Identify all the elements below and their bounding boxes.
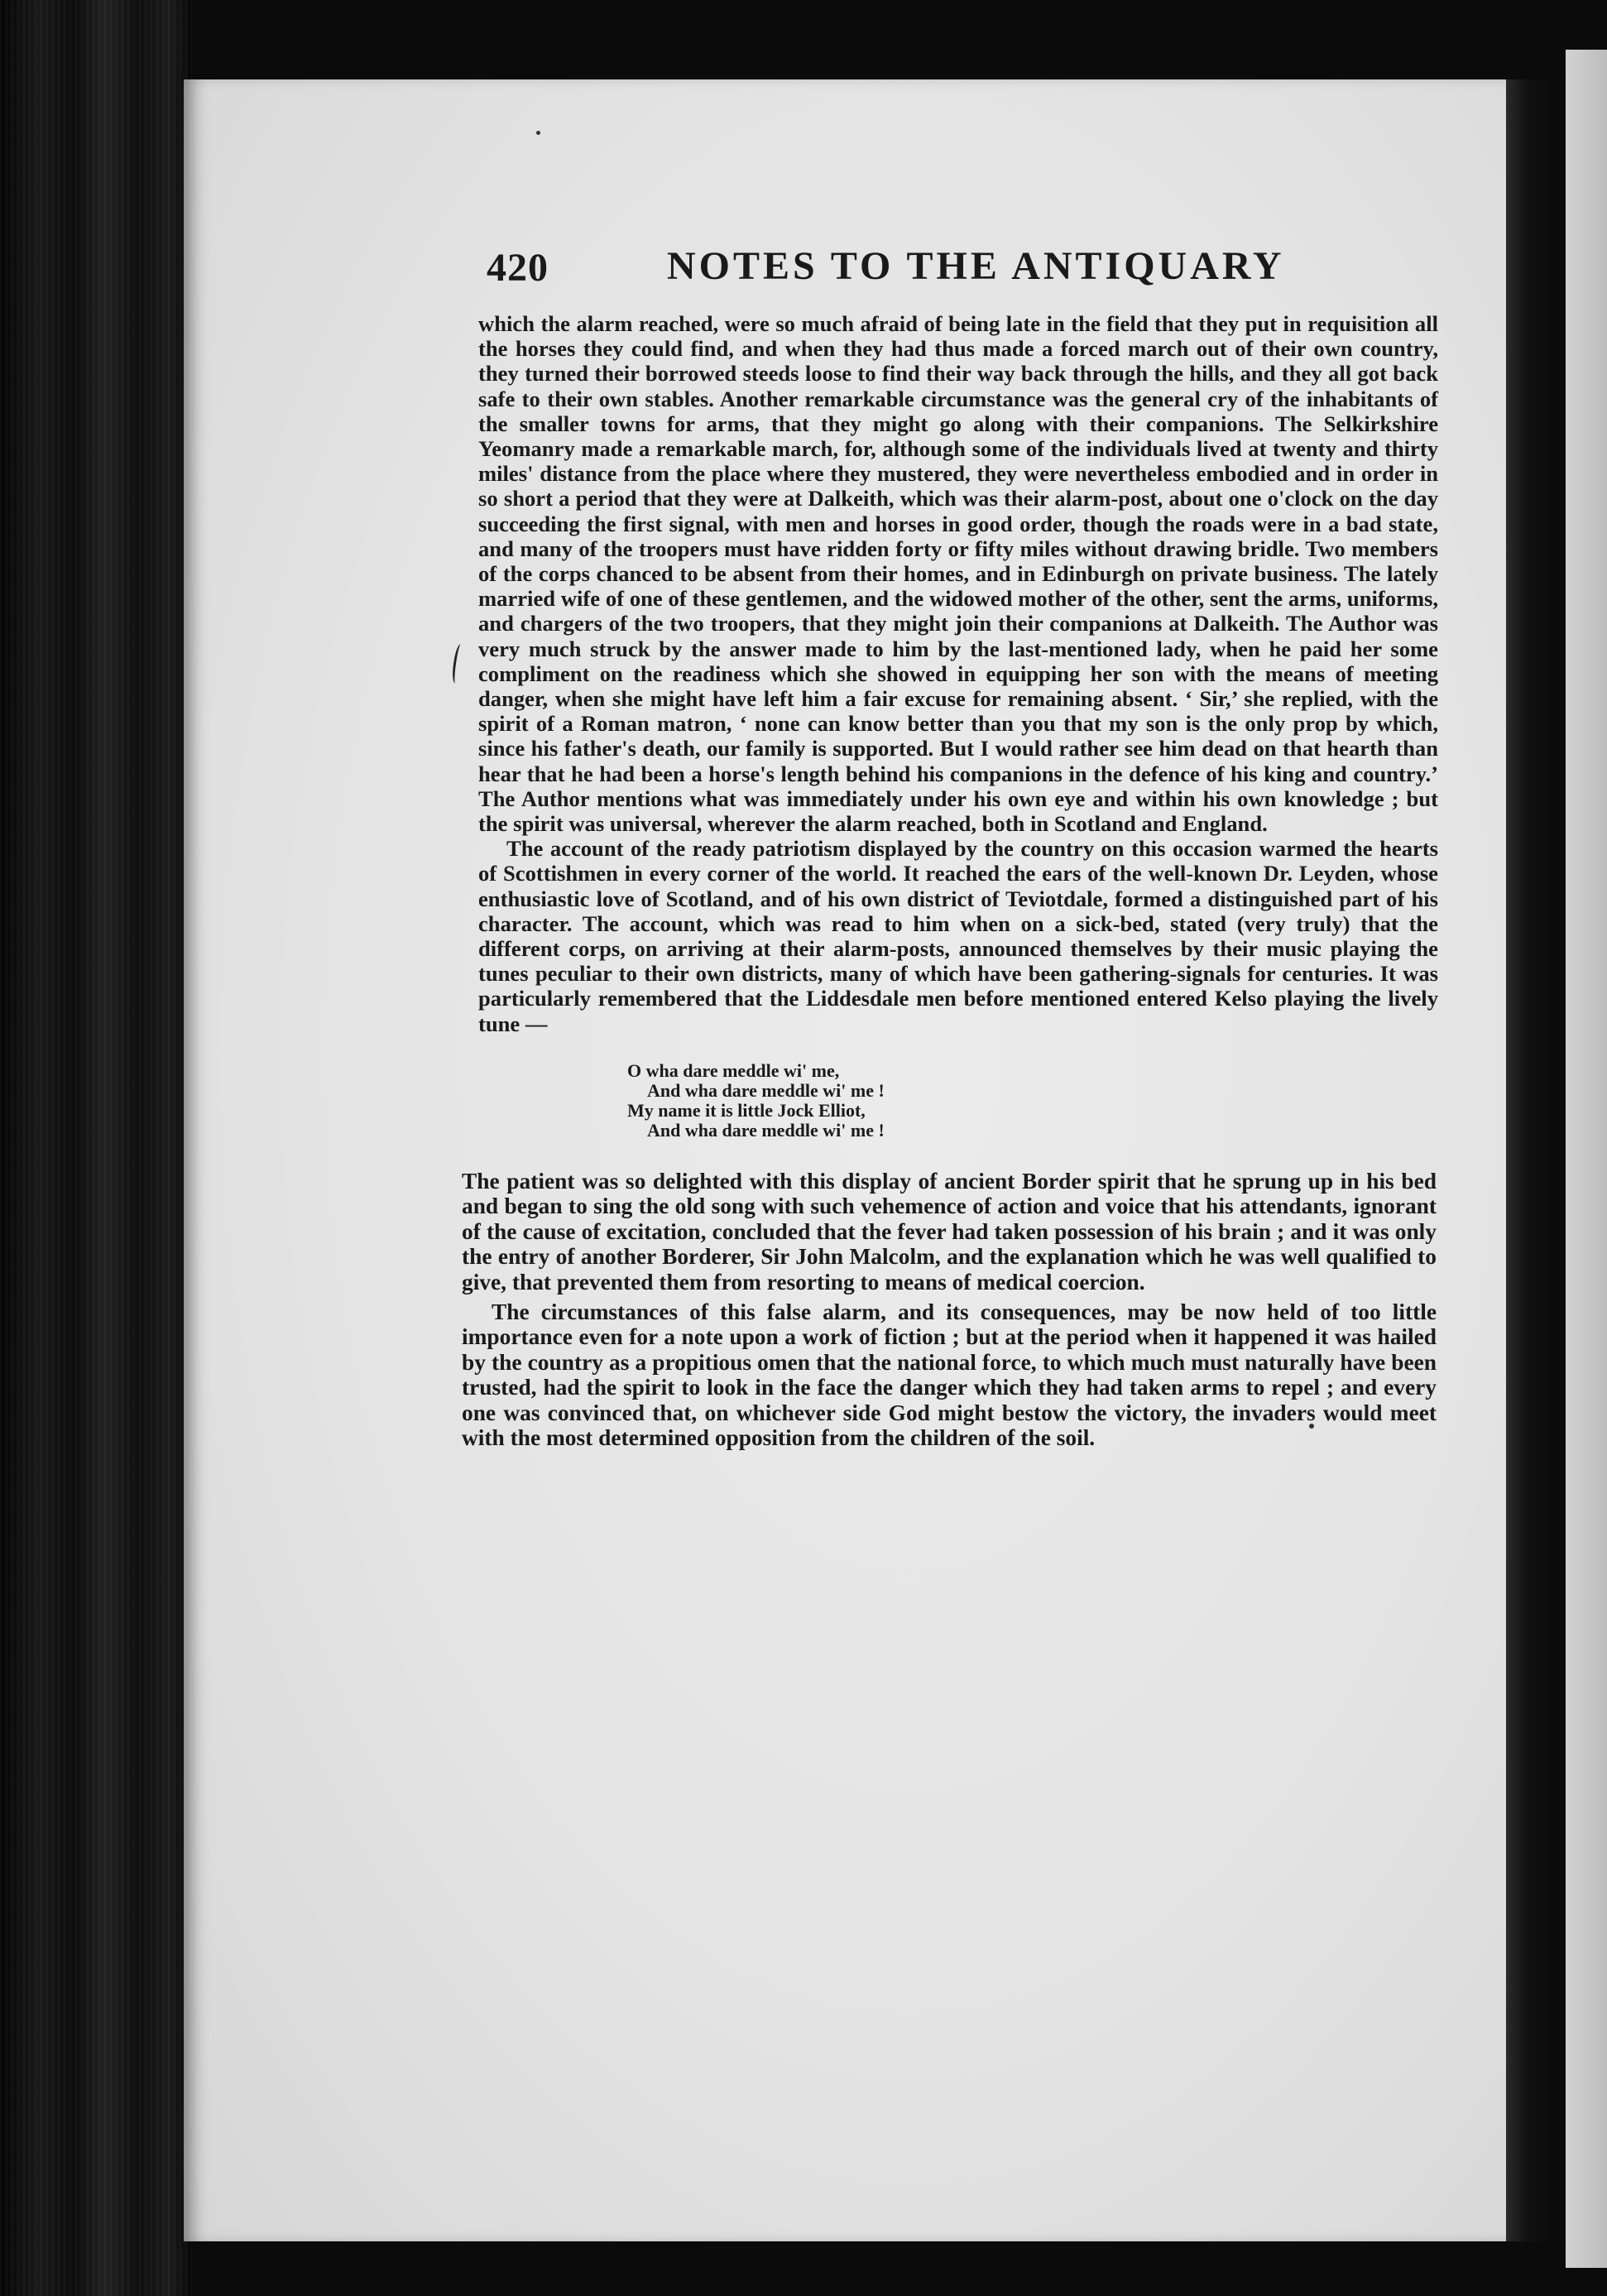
paragraph: which the alarm reached, were so much afraid of being late in the field that they put in requisition all the horses they could find, and when they had thus made a forced march out of their own country, they turned their borrowed steeds loose to find their way back through the hills, and they all got back safe to their own stables. Another remarkable circumstance was the general cry of the inhabitants of the smaller towns for arms, that they might go along with their companions. The Selkirkshire Yeomanry made a remarkable march, for, although some of the individuals lived at twenty and thirty miles' distance from the place where they mustered, they were nevertheless embodied and in order in so short a period that they were at Dalkeith, which was their alarm-post, about one o'clock on the day succeeding the first signal, with men and horses in good order, though the roads were in a bad state, and many of the troopers must have ridden forty or fifty miles without drawing bridle. Two members of the corps chanced to be absent from their homes, and in Edinburgh on private business. The lately married wife of one of these gentlemen, and the widowed mother of the other, sent the arms, uniforms, and chargers of the two troopers, that they might join their companions at Dalkeith. The Author was very much struck by the answer made to him by the last-mentioned lady, when he paid her some compliment on the readiness which she showed in equipping her son with the means of meeting danger, when she might have left him a fair excuse for remaining absent. ‘ Sir,’ she replied, with the spirit of a Roman matron, ‘ none can know better than you that my son is the only prop by which, since his father's death, our family is supported. But I would rather see him dead on that hearth than hear that he had been a horse's length behind his companions in the defence of his king and country.’ The Author mentions what was immediately under his own eye and within his own knowledge ; but the spirit was universal, wherever the alarm reached, both in Scotland and England. [478,311,1438,837]
paragraph: The account of the ready patriotism displayed by the country on this occasion warmed the hearts of Scottishmen in every corner of the world. It reached the ears of the well-known Dr. Leyden, whose enthusiastic love of Scotland, and of his own district of Teviotdale, formed a distinguished part of his character. The account, which was read to him when on a sick-bed, stated (very truly) that the different corps, on arriving at their alarm-posts, announced themselves by their music playing the tunes peculiar to their own districts, many of which have been gathering-signals for centuries. It was particularly remembered that the Liddesdale men before mentioned entered Kelso playing the lively tune — [478,836,1438,1036]
verse-line: O wha dare meddle wi' me, [627,1059,840,1081]
running-title: NOTES TO THE ANTIQUARY [667,244,1285,288]
body-text-lower [462,1169,1437,1450]
verse-quotation [296,1061,1438,1141]
spine-texture [0,0,192,2296]
facing-page-edge [1566,50,1607,2268]
body-text-upper [478,311,1438,1036]
running-head [296,240,1438,311]
verse-line: My name it is little Jock Elliot, [627,1099,866,1121]
page-content [296,240,1438,1450]
paragraph: The patient was so delighted with this display of ancient Border spirit that he sprung up in his bed and began to sing the old song with such vehemence of action and voice that his attendants, ignorant of the cause of excitation, concluded that the fever had taken possession of his brain ; and it was only the entry of another Borderer, Sir John Malcolm, and the explanation which he was well qualified to give, that prevented them from resorting to means of medical coercion. [462,1168,1437,1295]
page-number: 420 [487,246,549,290]
paragraph: The circumstances of this false alarm, and its consequences, may be now held of too little importance even for a note upon a work of fiction ; but at the period when it happened it was hailed by the country as a propitious omen that the national force, to which much must naturally have been trusted, had the spirit to look in the face the danger which they had taken arms to repel ; and every one was convinced that, on whichever side God might bestow the victory, the invaders would meet with the most determined opposition from the children of the soil. [462,1299,1437,1450]
facing-page-gutter [1506,79,1566,2241]
dust-speck [536,131,540,135]
verse-line: And wha dare meddle wi' me ! [647,1119,885,1141]
verse-line: And wha dare meddle wi' me ! [647,1079,885,1101]
